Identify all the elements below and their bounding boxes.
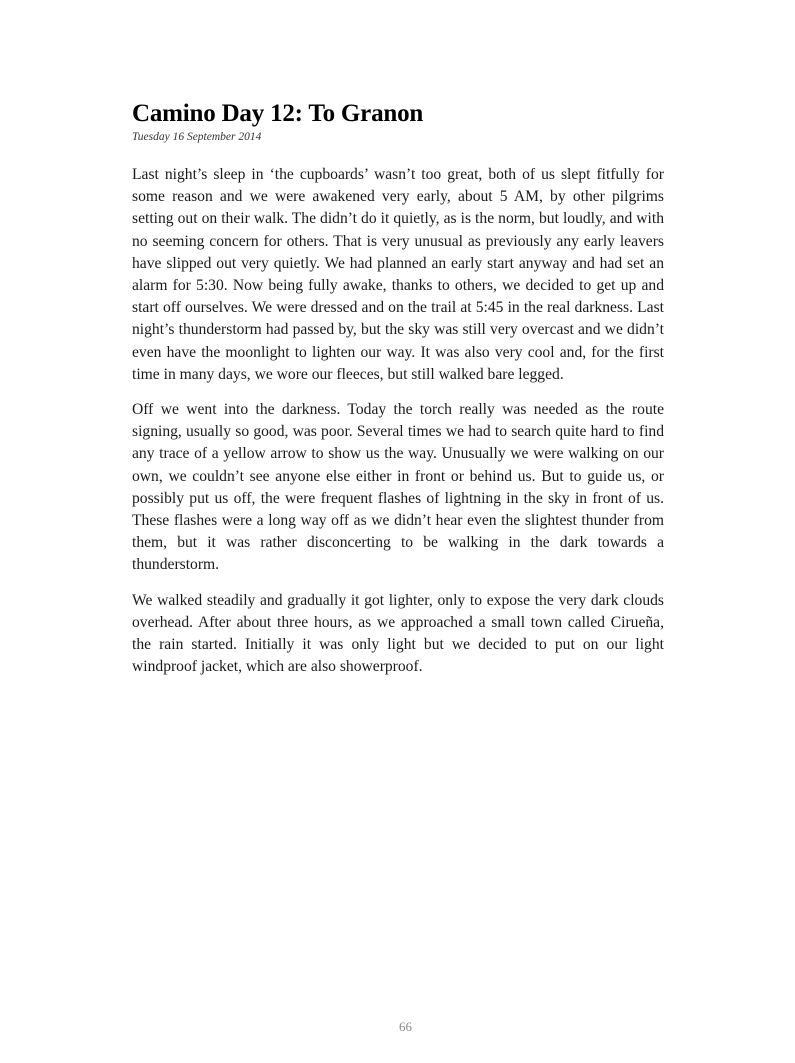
paragraph-3: We walked steadily and gradually it got lighter, only to expose the very dark clouds overhead. After about three hours, as we approached a small town called Cirueña, the rain started. Initially it was only light but we decided to put on our light windproof jacket, which are also showerproof. xyxy=(132,591,664,676)
page-number: 66 xyxy=(399,1019,412,1034)
paragraph-2: Off we went into the darkness. Today the torch really was needed as the route signing, usually so good, was poor. Several times we had to search quite hard to find any trace of a yellow arrow to show us the way. Unusually we were walking on our own, we couldn’t see anyone else either in front or behind us. But to guide us, or possibly put us off, the were frequent flashes of lightning in the sky in front of us. These flashes were a long way off as we didn’t hear even the slightest thunder from them, but it was rather disconcerting to be walking in the dark towards a thunderstorm. xyxy=(132,401,664,574)
paragraph-1: Last night’s sleep in ‘the cupboards’ wasn’t too great, both of us slept fitfully for some reason and we were awakened very early, about 5 AM, by other pilgrims setting out on their walk. The didn’t do it quietly, as is the norm, but loudly, and with no seeming concern for others. That is very unusual as previously any early leavers have slipped out very quietly. We had planned an early start anyway and had set an alarm for 5:30. Now being fully awake, thanks to others, we decided to get up and start off ourselves. We were dressed and on the trail at 5:45 in the real darkness. Last night’s thunderstorm had passed by, but the sky was still very overcast and we didn’t even have the moonlight to lighten our way. It was also very cool and, for the first time in many days, we wore our fleeces, but still walked bare legged. xyxy=(132,166,664,383)
page-title: Camino Day 12: To Granon xyxy=(132,100,424,127)
entry-date: Tuesday 16 September 2014 xyxy=(132,131,262,143)
page-content xyxy=(132,98,664,691)
